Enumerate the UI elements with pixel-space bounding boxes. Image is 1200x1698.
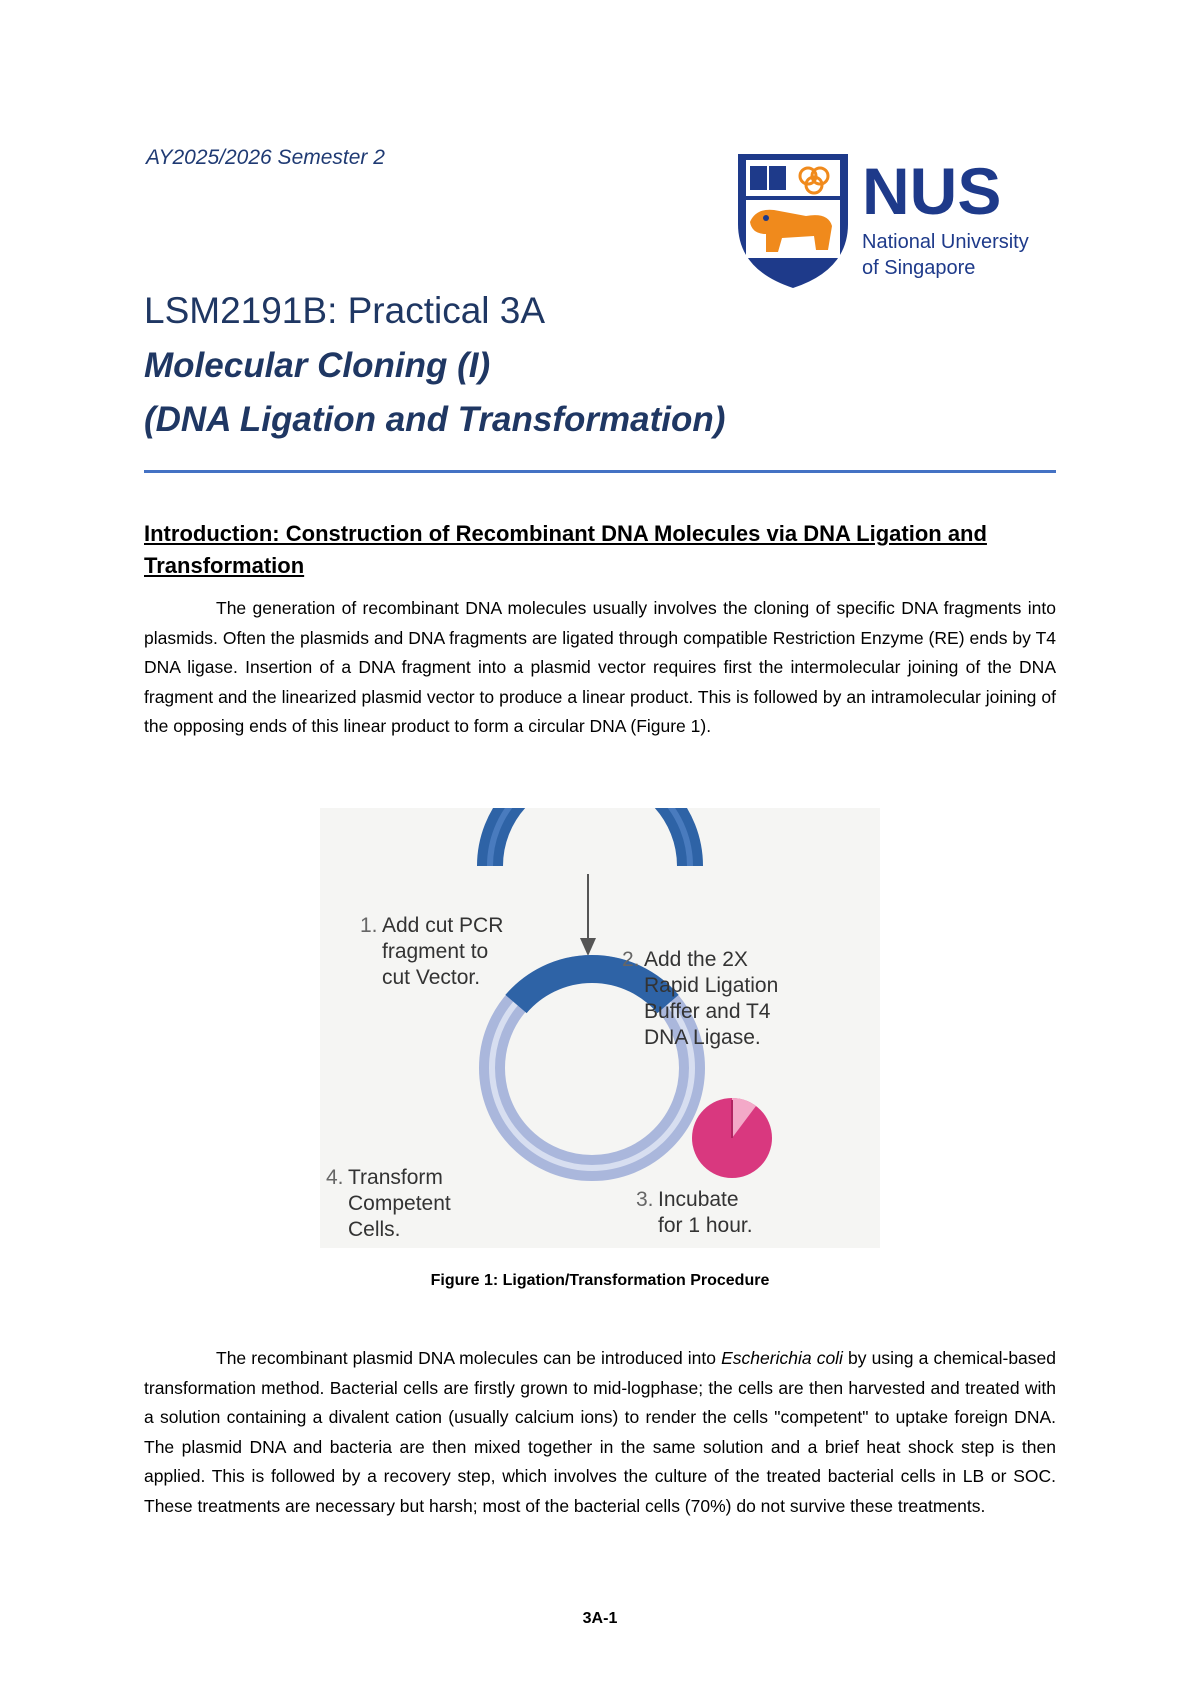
course-title: LSM2191B: Practical 3A xyxy=(144,290,546,331)
title-divider xyxy=(144,470,1056,473)
step-1-label: 1. Add cut PCR fragment to cut Vector. xyxy=(360,914,504,989)
logo-wordmark: NUS xyxy=(862,154,1002,228)
intro-paragraph-2: The recombinant plasmid DNA molecules can be introduced into Escherichia coli by using a chemical-based transformation method. Bacterial cells are firstly grown to mid-logphase; the cells are then harvested and treated with a solution containing a divalent cation (usually calcium ions) to render the cells "competent" to uptake foreign DNA. The plasmid DNA and bacteria are then mixed together in the same solution and a brief heat shock step is then applied. This is followed by a recovery step, which involves the culture of the treated bacterial cells in LB or SOC. These treatments are necessary but harsh; most of the bacterial cells (70%) do not survive these treatments. xyxy=(144,1348,1056,1516)
practical-subtitle-line2: (DNA Ligation and Transformation) xyxy=(144,400,726,439)
species-name: Escherichia coli xyxy=(721,1348,843,1368)
semester-label: AY2025/2026 Semester 2 xyxy=(146,146,385,169)
logo-name-line2: of Singapore xyxy=(862,257,976,279)
nus-logo xyxy=(736,152,1036,292)
step-3-label: 3. Incubate for 1 hour. xyxy=(636,1188,753,1237)
step-2-label: 2. Add the 2X Rapid Ligation Buffer and T4 DNA Ligase. xyxy=(622,948,779,1049)
ligation-procedure-figure xyxy=(320,808,880,1248)
intro-paragraph-1: The generation of recombinant DNA molecules usually involves the cloning of specific DNA fragments into plasmids. Often the plasmids and DNA fragments are ligated through compatible Restriction Enzyme (RE) ends by T4 DNA ligase. Insertion of a DNA fragment into a plasmid vector requires first the intermolecular joining of the DNA fragment and the linearized plasmid vector to produce a linear product. This is followed by an intramolecular joining of the opposing ends of this linear product to form a circular DNA (Figure 1). xyxy=(144,598,1056,736)
page-number: 3A-1 xyxy=(582,1610,618,1627)
introduction-heading: Introduction: Construction of Recombinant DNA Molecules via DNA Ligation and Transformation xyxy=(144,521,987,578)
figure-caption: Figure 1: Ligation/Transformation Procedure xyxy=(430,1272,770,1289)
practical-subtitle-line1: Molecular Cloning (I) xyxy=(144,346,491,385)
logo-name-line1: National University xyxy=(862,231,1029,253)
step-4-label: 4. Transform Competent Cells. xyxy=(326,1166,451,1241)
